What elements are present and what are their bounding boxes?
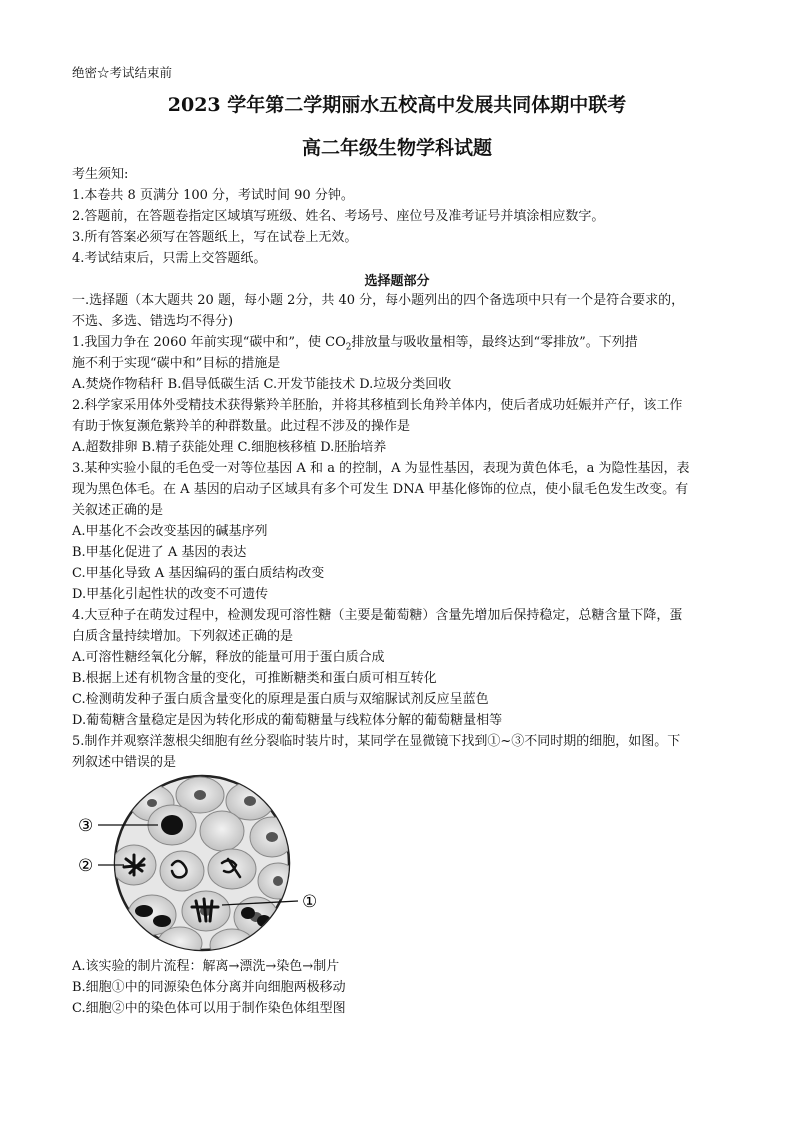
question-4-stem: 白质含量持续增加。下列叙述正确的是 [72, 629, 294, 644]
question-1-stem: 施不利于实现“碳中和”目标的措施是 [72, 356, 281, 371]
microscope-figure [72, 773, 332, 953]
figure-label-1: ① [302, 892, 318, 912]
confidential-mark: 绝密☆考试结束前 [72, 65, 173, 80]
notice-item: 2.答题前，在答题卷指定区域填写班级、姓名、考场号、座位号及准考证号并填涂相应数字。 [72, 209, 605, 224]
section-intro: 一.选择题（本大题共 20 题，每小题 2分，共 40 分，每小题列出的四个备选项中只有一个是符合要求的， [72, 293, 685, 308]
notice-item: 1.本卷共 8 页满分 100 分，考试时间 90 分钟。 [72, 188, 354, 203]
question-5-option-b: B.细胞①中的同源染色体分离并向细胞两极移动 [72, 980, 346, 995]
question-3-option-c: C.甲基化导致 A 基因编码的蛋白质结构改变 [72, 566, 325, 581]
question-4-option-a: A.可溶性糖经氧化分解，释放的能量可用于蛋白质合成 [72, 650, 385, 665]
figure-label-3: ③ [78, 816, 94, 836]
section-title: 选择题部分 [364, 274, 430, 289]
exam-subtitle: 高二年级生物学科试题 [301, 137, 492, 159]
question-3-option-d: D.甲基化引起性状的改变不可遗传 [72, 587, 269, 602]
question-3-stem: 3.某种实验小鼠的毛色受一对等位基因 A 和 a 的控制，A 为显性基因，表现为黄色体毛，a 为隐性基因，表 [72, 461, 690, 476]
question-4-stem: 4.大豆种子在萌发过程中，检测发现可溶性糖（主要是葡萄糖）含量先增加后保持稳定，总糖含量下降，蛋 [72, 608, 683, 623]
notice-heading: 考生须知: [72, 167, 129, 182]
figure-label-2: ② [78, 856, 94, 876]
question-3-stem: 现为黑色体毛。在 A 基因的启动子区域具有多个可发生 DNA 甲基化修饰的位点，使小鼠毛色发生改变。有 [72, 482, 689, 497]
question-1-stem: 1.我国力争在 2060 年前实现“碳中和”，使 $CO_2$排放量与吸收量相等，最终达到“零排放”。下列措 [72, 335, 638, 353]
question-4-option-b: B.根据上述有机物含量的变化，可推断糖类和蛋白质可相互转化 [72, 671, 437, 686]
microscope-field-illustration [72, 773, 332, 953]
question-5-stem: 5.制作并观察洋葱根尖细胞有丝分裂临时装片时，某同学在显微镜下找到①~③不同时期的细胞，如图。下 [72, 734, 681, 749]
question-5-stem: 列叙述中错误的是 [72, 755, 177, 770]
question-4-option-d: D.葡萄糖含量稳定是因为转化形成的葡萄糖量与线粒体分解的葡萄糖量相等 [72, 713, 503, 728]
question-5-option-c: C.细胞②中的染色体可以用于制作染色体组型图 [72, 1001, 346, 1016]
question-2-options: A.超数排卵 B.精子获能处理 C.细胞核移植 D.胚胎培养 [72, 440, 387, 455]
question-3-option-b: B.甲基化促进了 A 基因的表达 [72, 545, 247, 560]
notice-item: 3.所有答案必须写在答题纸上，写在试卷上无效。 [72, 230, 358, 245]
question-4-option-c: C.检测萌发种子蛋白质含量变化的原理是蛋白质与双缩脲试剂反应呈蓝色 [72, 692, 489, 707]
cell-3-nucleus [161, 815, 183, 835]
notice-item: 4.考试结束后，只需上交答题纸。 [72, 251, 267, 266]
question-5-option-a: A.该实验的制片流程：解离→漂洗→染色→制片 [72, 959, 340, 974]
question-2-stem: 2.科学家采用体外受精技术获得紫羚羊胚胎，并将其移植到长角羚羊体内，使后者成功妊娠并产仔，该工作 [72, 398, 683, 413]
question-2-stem: 有助于恢复濒危紫羚羊的种群数量。此过程不涉及的操作是 [72, 419, 411, 434]
exam-title: 2023 学年第二学期丽水五校高中发展共同体期中联考 [167, 94, 627, 116]
section-intro: 不选、多选、错选均不得分) [72, 314, 234, 329]
question-3-option-a: A.甲基化不会改变基因的碱基序列 [72, 524, 268, 539]
question-3-stem: 关叙述正确的是 [72, 503, 164, 518]
question-1-options: A.焚烧作物秸秆 B.倡导低碳生活 C.开发节能技术 D.垃圾分类回收 [72, 377, 452, 392]
